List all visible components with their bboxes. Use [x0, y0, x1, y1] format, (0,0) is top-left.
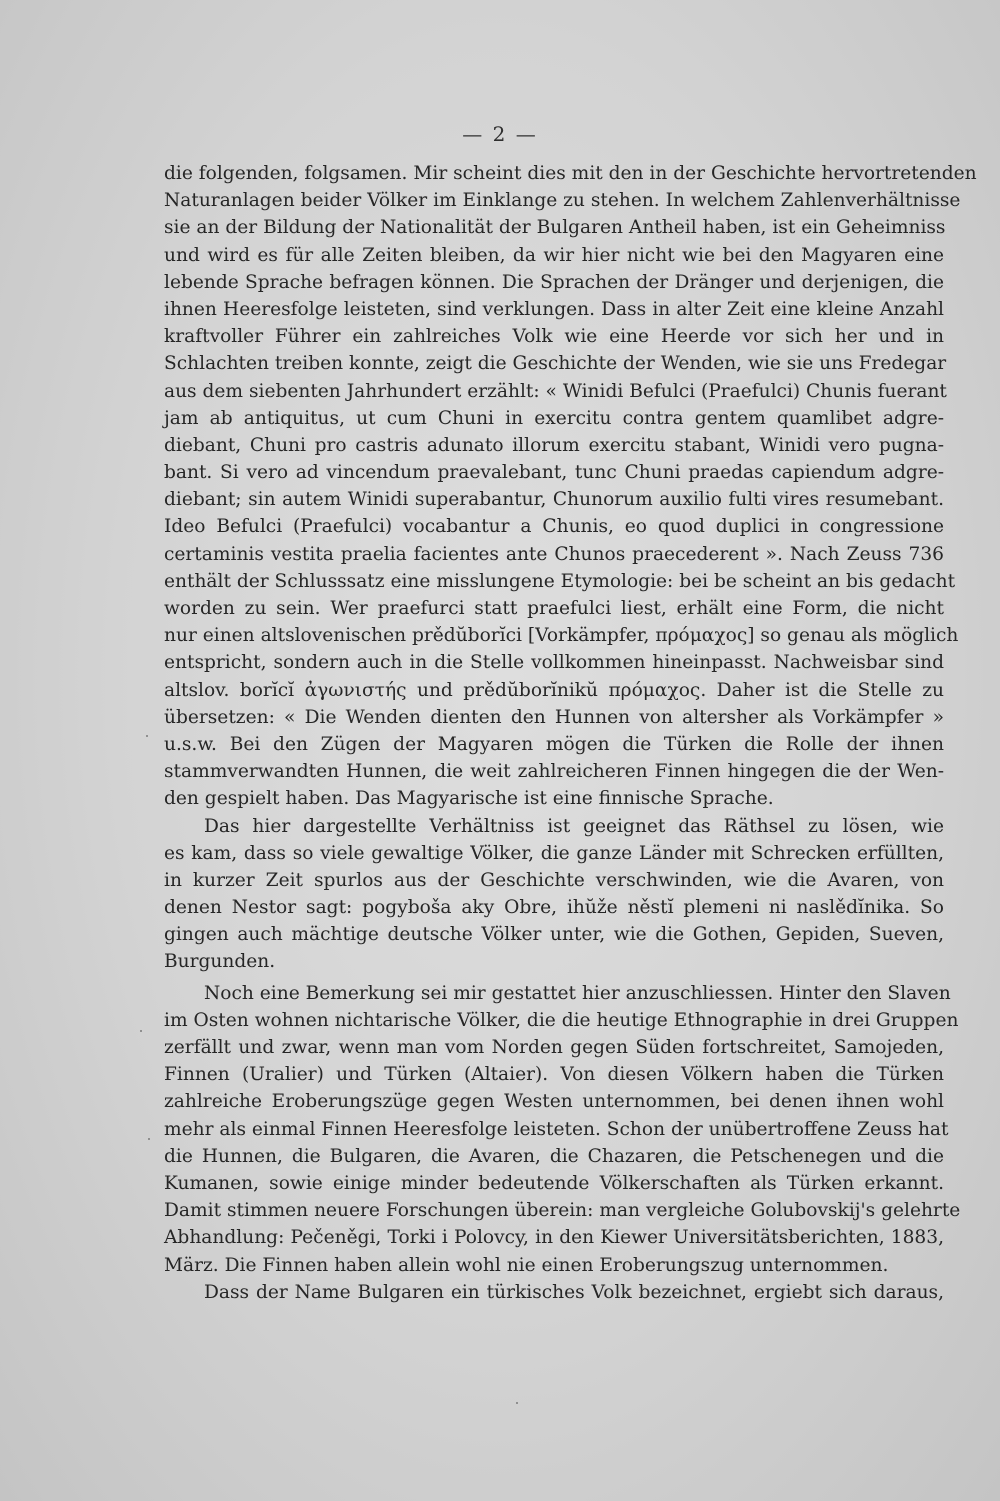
text-line: zahlreiche Eroberungszüge gegen Westen unternommen, bei denen ihnen wohl: [164, 1091, 944, 1113]
text-line: Das hier dargestellte Verhältniss ist geeignet das Räthsel zu lösen, wie: [204, 815, 944, 837]
text-line: die Hunnen, die Bulgaren, die Avaren, die Chazaren, die Petschenegen und die: [164, 1145, 944, 1167]
body-text: [164, 160, 977, 1306]
text-line: in kurzer Zeit spurlos aus der Geschichte verschwinden, wie die Avaren, von: [164, 869, 944, 891]
text-line: es kam, dass so viele gewaltige Völker, die ganze Länder mit Schrecken erfüllten,: [164, 842, 944, 864]
scan-speck: [140, 1030, 142, 1032]
text-line: certaminis vestita praelia facientes ante Chunos praecederent ». Nach Zeuss 736: [164, 543, 944, 565]
text-line: Finnen (Uralier) und Türken (Altaier). Von diesen Völkern haben die Türken: [164, 1064, 944, 1086]
scan-speck: [146, 735, 148, 737]
text-line: gingen auch mächtige deutsche Völker unter, wie die Gothen, Gepiden, Sueven,: [164, 924, 944, 946]
text-line: Noch eine Bemerkung sei mir gestattet hier anzuschliessen. Hinter den Slaven: [204, 982, 951, 1004]
text-line: altslov. borĭcĭ ἀγωνιστής und prědŭborĭnikŭ πρόμαχος. Daher ist die Stelle zu: [164, 679, 944, 701]
text-line: enthält der Schlusssatz eine misslungene Etymologie: bei be scheint an bis gedacht: [164, 570, 956, 592]
text-line: März. Die Finnen haben allein wohl nie einen Eroberungszug unternommen.: [164, 1254, 889, 1276]
text-line: Naturanlagen beider Völker im Einklange zu stehen. In welchem Zahlenverhältnisse: [164, 190, 961, 212]
text-line: nur einen altslovenischen prědŭborĭci [Vorkämpfer, πρόμαχος] so genau als möglich: [164, 625, 959, 647]
text-line: Burgunden.: [164, 951, 276, 973]
paragraph-1: [164, 160, 977, 813]
text-line: kraftvoller Führer ein zahlreiches Volk wie eine Heerde vor sich her und in: [164, 326, 944, 348]
text-line: Damit stimmen neuere Forschungen überein: man vergleiche Golubovskij's gelehrte: [164, 1200, 961, 1222]
text-line: diebant; sin autem Winidi superabantur, Chunorum auxilio fulti vires resumebant.: [164, 489, 944, 511]
text-line: die folgenden, folgsamen. Mir scheint dies mit den in der Geschichte hervortretenden: [164, 163, 977, 184]
text-line: aus dem siebenten Jahrhundert erzählt: « Winidi Befulci (Praefulci) Chunis fuerant: [164, 380, 947, 402]
text-line: lebende Sprache befragen können. Die Sprachen der Dränger und derjenigen, die: [164, 271, 944, 293]
text-line: und wird es für alle Zeiten bleiben, da wir hier nicht wie bei den Magyaren eine: [164, 244, 944, 266]
paragraph-3: [164, 980, 961, 1279]
text-line: denen Nestor sagt: pogyboša aky Obre, ihŭže něstĭ plemeni ni naslědĭnika. So: [164, 897, 944, 919]
text-line: Abhandlung: Pečeněgi, Torki i Polovcy, in den Kiewer Universitätsberichten, 1883,: [164, 1227, 944, 1249]
scan-speck: [516, 1402, 518, 1404]
text-line: zerfällt und zwar, wenn man vom Norden gegen Süden fortschreitet, Samojeden,: [164, 1037, 944, 1058]
text-line: Schlachten treiben konnte, zeigt die Geschichte der Wenden, wie sie uns Fredegar: [164, 353, 947, 375]
text-line: sie an der Bildung der Nationalität der Bulgaren Antheil haben, ist ein Geheimniss: [164, 217, 946, 239]
text-line: bant. Si vero ad vincendum praevalebant, tunc Chuni praedas capiendum adgre-: [164, 462, 944, 484]
text-line: jam ab antiquitus, ut cum Chuni in exercitu contra gentem quamlibet adgre-: [164, 407, 944, 429]
text-line: worden zu sein. Wer praefurci statt praefulci liest, erhält eine Form, die nicht: [164, 598, 944, 619]
text-line: den gespielt haben. Das Magyarische ist eine finnische Sprache.: [164, 788, 774, 810]
scan-speck: [148, 1138, 150, 1140]
text-line: u.s.w. Bei den Zügen der Magyaren mögen die Türken die Rolle der ihnen: [164, 733, 944, 755]
text-line: übersetzen: « Die Wenden dienten den Hunnen von altersher als Vorkämpfer »: [164, 706, 944, 728]
paragraph-4: [164, 1279, 944, 1306]
paragraph-2: [164, 813, 944, 976]
text-line: ihnen Heeresfolge leisteten, sind verklungen. Dass in alter Zeit eine kleine Anzahl: [164, 298, 944, 320]
text-line: Dass der Name Bulgaren ein türkisches Volk bezeichnet, ergiebt sich daraus,: [204, 1281, 944, 1303]
page-number: — 2 —: [462, 122, 538, 146]
text-line: mehr als einmal Finnen Heeresfolge leisteten. Schon der unübertroffene Zeuss hat: [164, 1118, 949, 1140]
text-line: stammverwandten Hunnen, die weit zahlreicheren Finnen hingegen die der Wen-: [164, 761, 944, 783]
text-line: diebant, Chuni pro castris adunato illorum exercitu stabant, Winidi vero pugna-: [164, 434, 944, 456]
text-line: Kumanen, sowie einige minder bedeutende Völkerschaften als Türken erkannt.: [164, 1172, 944, 1194]
text-line: Ideo Befulci (Praefulci) vocabantur a Chunis, eo quod duplici in congressione: [164, 516, 944, 538]
text-line: im Osten wohnen nichtarische Völker, die die heutige Ethnographie in drei Gruppen: [164, 1009, 959, 1031]
text-line: entspricht, sondern auch in die Stelle vollkommen hineinpasst. Nachweisbar sind: [164, 652, 944, 674]
